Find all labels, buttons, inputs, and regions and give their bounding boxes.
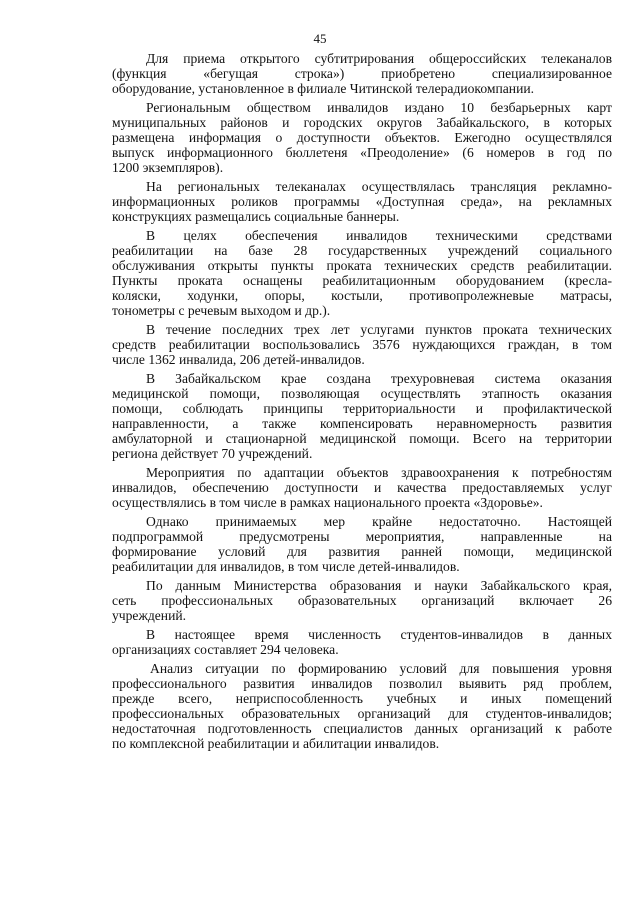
text-line: профессиональных образовательных организаций для студентов-инвалидов; [112, 706, 612, 721]
text-line: (функция «бегущая строка») приобретено специализированное [112, 66, 612, 81]
text-line: На региональных телеканалах осуществлялась трансляция рекламно- [146, 179, 612, 194]
paragraph-rental-points [112, 228, 612, 318]
paragraph-barrier-free-maps [112, 100, 612, 175]
text-line: В целях обеспечения инвалидов техническими средствами [146, 228, 612, 243]
text-line: конструкциях размещались социальные баннеры. [112, 209, 400, 224]
paragraph-tv-broadcast [112, 179, 612, 224]
paragraph-education-network [112, 578, 612, 623]
text-line: Однако принимаемых мер крайне недостаточно. Настоящей [146, 514, 612, 529]
text-line: оборудование, установленное в филиале Читинской телерадиокомпании. [112, 81, 535, 96]
text-line: информационных роликов программы «Доступная среда», на рекламных [112, 194, 612, 209]
text-line: по комплексной реабилитации и абилитации инвалидов. [112, 736, 440, 751]
paragraph-student-count [112, 627, 612, 657]
text-line: осуществлялись в том числе в рамках национального проекта «Здоровье». [112, 495, 543, 510]
text-line: медицинской помощи, позволяющая осуществлять этапность оказания [112, 386, 612, 401]
text-line: размещена информация о доступности объектов. Ежегодно осуществлялся [112, 130, 612, 145]
text-line: Для приема открытого субтитрирования общероссийских телеканалов [146, 51, 612, 66]
text-line: выпуск информационного бюллетеня «Преодоление» (6 номеров в год по [112, 145, 612, 160]
page-number: 45 [313, 31, 327, 46]
text-line: помощи, соблюдать принципы территориальности и профилактической [112, 401, 612, 416]
paragraph-medical-system [112, 371, 612, 461]
text-line: Региональным обществом инвалидов издано 10 безбарьерных карт [146, 100, 612, 115]
text-line: коляски, ходунки, опоры, костыли, противопролежневые матрасы, [112, 288, 612, 303]
text-line: направленности, а также компенсировать неравномерность развития [112, 416, 612, 431]
text-line: амбулаторной и стационарной медицинской помощи. Всего на территории [112, 431, 612, 446]
text-line: региона действует 70 учреждений. [112, 446, 313, 461]
text-line: организациях составляет 294 человека. [112, 642, 339, 657]
text-line: В Забайкальском крае создана трехуровневая система оказания [146, 371, 612, 386]
paragraph-health-adaptation [112, 465, 612, 510]
text-line: формирование условий для развития ранней помощи, медицинской [112, 544, 612, 559]
text-line: Пункты проката оснащены реабилитационным оборудованием (кресла- [112, 273, 612, 288]
text-line: реабилитации для инвалидов, в том числе детей-инвалидов. [112, 559, 460, 574]
text-line: подпрограммой предусмотрены мероприятия, направленные на [112, 529, 612, 544]
text-line: тонометры с речевым выходом и др.). [112, 303, 331, 318]
paragraph-problem-analysis [112, 661, 612, 751]
paragraph-subprogram-measures [112, 514, 612, 574]
text-line: Мероприятия по адаптации объектов здравоохранения к потребностям [146, 465, 612, 480]
text-line: числе 1362 инвалида, 206 детей-инвалидов. [112, 352, 365, 367]
text-line: 1200 экземпляров). [112, 160, 224, 175]
paragraph-subtitling-equipment [112, 51, 612, 96]
text-line: В настоящее время численность студентов-инвалидов в данных [146, 627, 612, 642]
paragraph-rental-usage [112, 322, 612, 367]
text-line: По данным Министерства образования и науки Забайкальского края, [146, 578, 612, 593]
text-line: Анализ ситуации по формированию условий для повышения уровня [150, 661, 612, 676]
text-line: сеть профессиональных образовательных организаций включает 26 [112, 593, 612, 608]
text-line: прежде всего, неприспособленность учебных и иных помещений [112, 691, 612, 706]
text-line: профессионального развития инвалидов позволил выявить ряд проблем, [112, 676, 612, 691]
text-line: реабилитации на базе 28 государственных учреждений социального [112, 243, 612, 258]
text-line: В течение последних трех лет услугами пунктов проката технических [146, 322, 612, 337]
text-line: средств реабилитации воспользовались 3576 нуждающихся граждан, в том [112, 337, 612, 352]
text-line: муниципальных районов и городских округов Забайкальского, в которых [112, 115, 612, 130]
text-line: инвалидов, обеспечению доступности и качества предоставляемых услуг [112, 480, 612, 495]
document-body [112, 51, 612, 755]
text-line: учреждений. [112, 608, 187, 623]
text-line: обслуживания открыты пункты проката технических средств реабилитации. [112, 258, 612, 273]
text-line: недостаточная подготовленность специалистов данных организаций к работе [112, 721, 612, 736]
